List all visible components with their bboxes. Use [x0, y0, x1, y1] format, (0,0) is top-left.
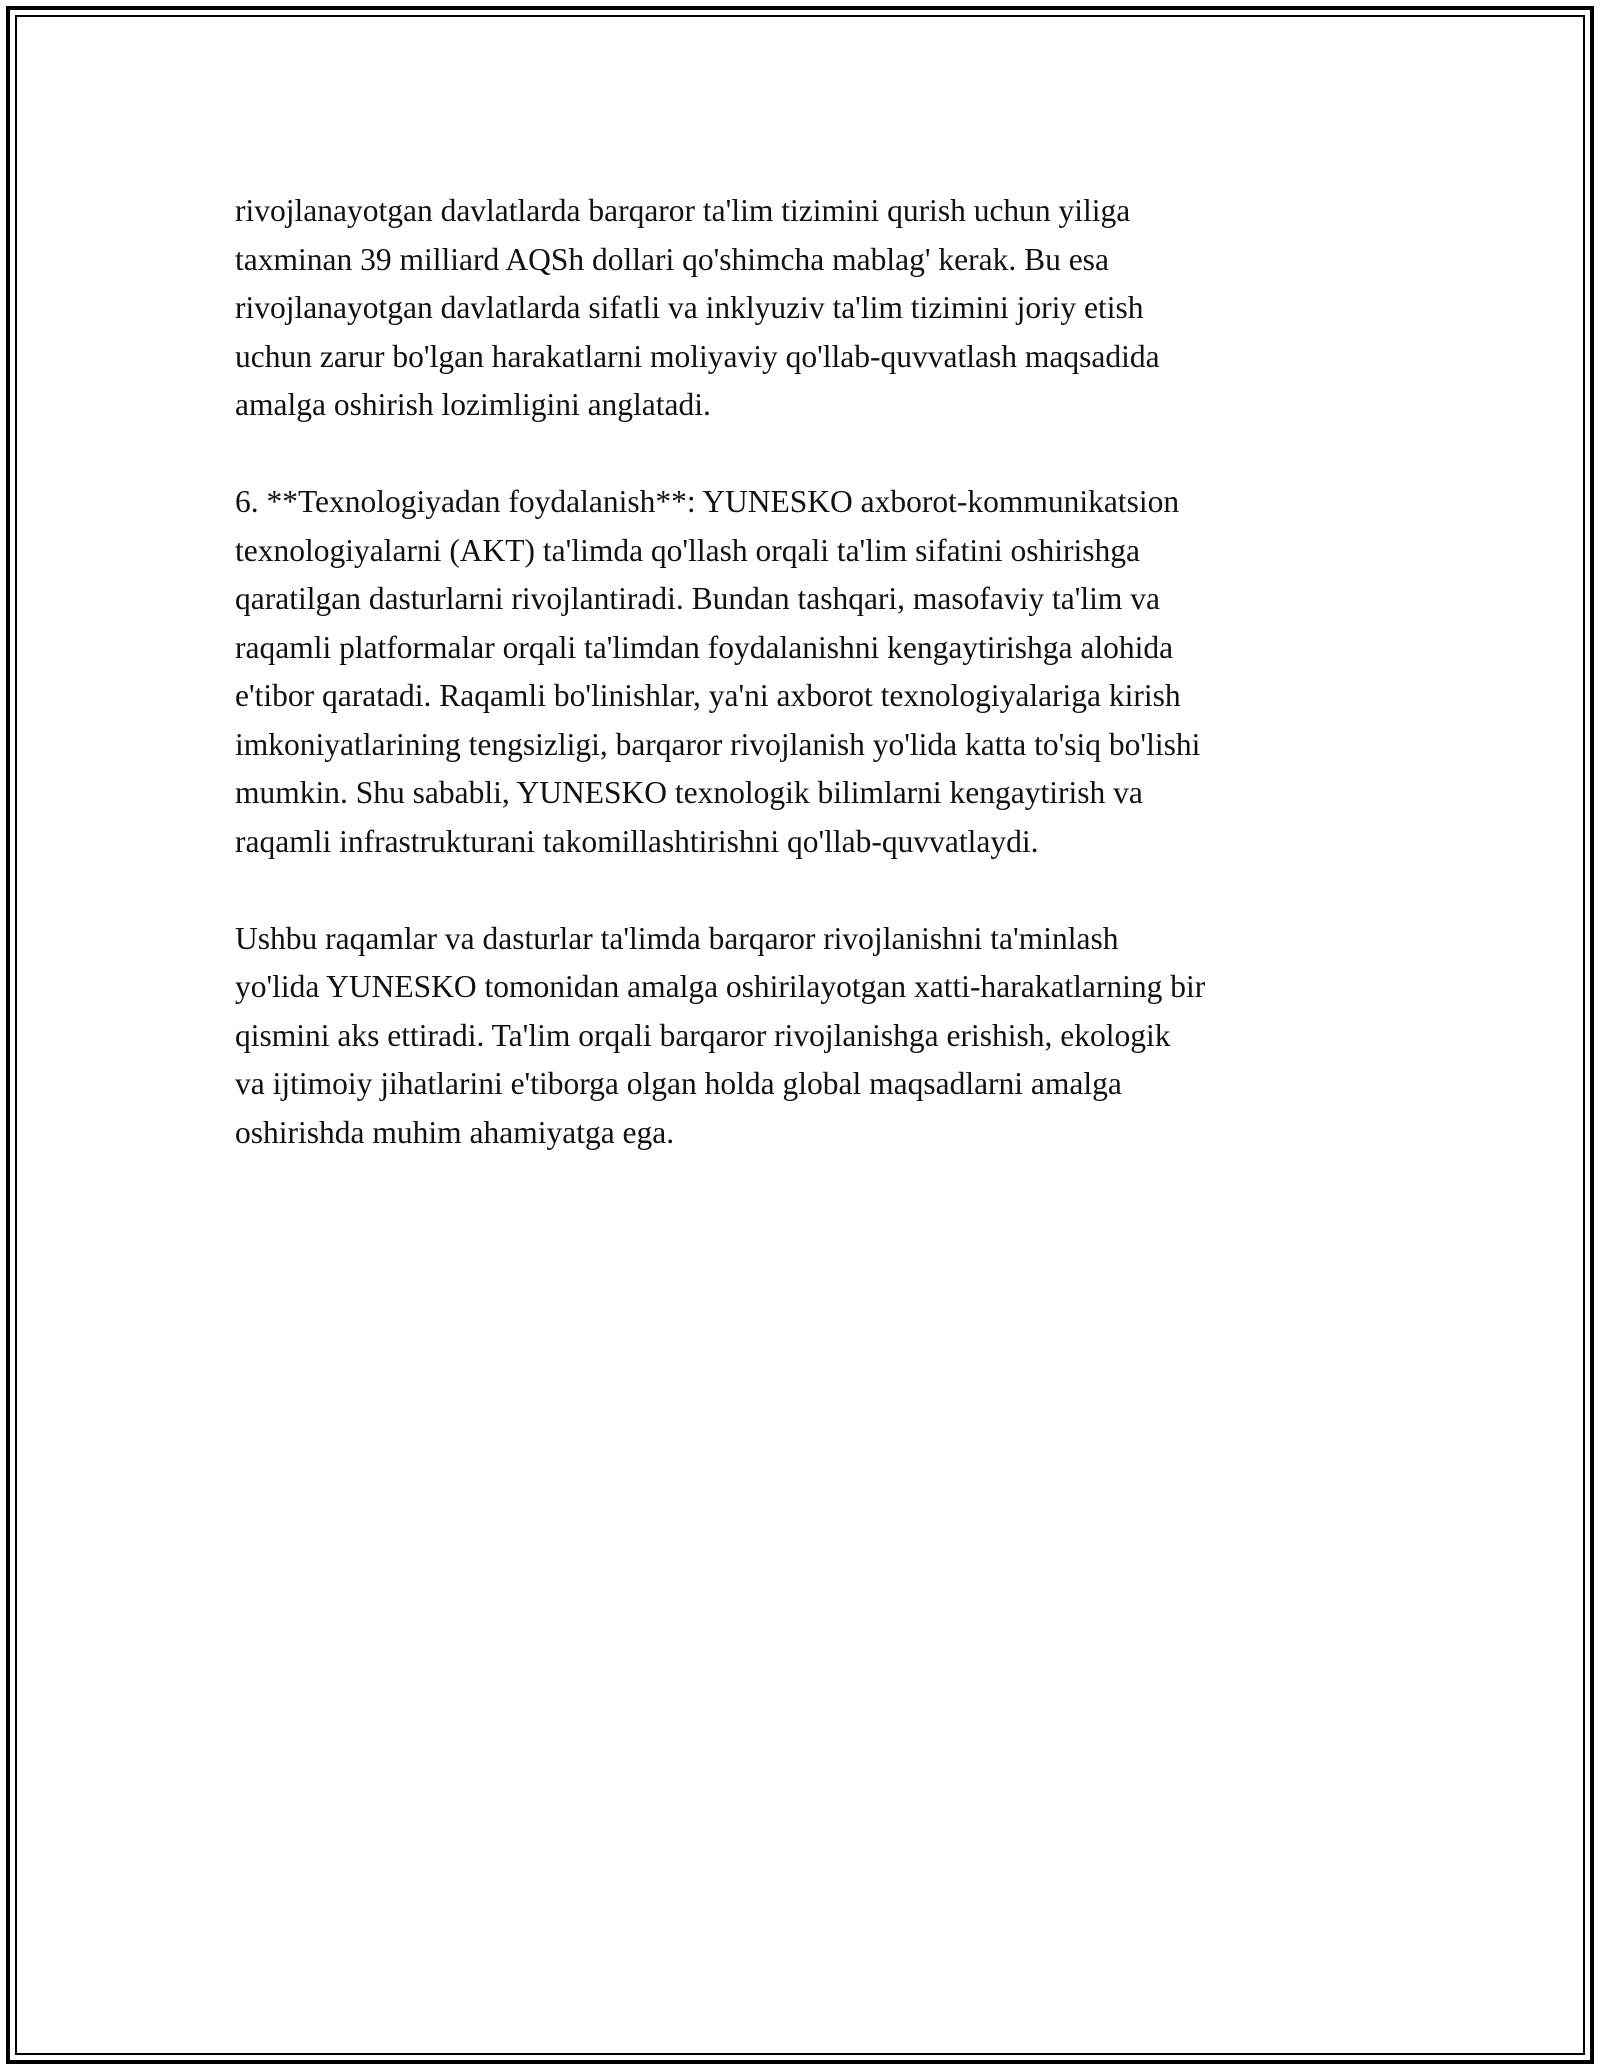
text-line: raqamli infrastrukturani takomillashtirishni qo'llab-quvvatlaydi. — [235, 823, 1039, 859]
text-line: oshirishda muhim ahamiyatga ega. — [235, 1114, 675, 1150]
paragraph-spacer — [235, 866, 1375, 915]
text-line: e'tibor qaratadi. Raqamli bo'linishlar, ya'ni axborot texnologiyalariga kirish — [235, 678, 1181, 713]
paragraph-spacer — [235, 430, 1375, 479]
text-line: amalga oshirish lozimligini anglatadi. — [235, 387, 711, 422]
text-line: taxminan 39 milliard AQSh dollari qo'shimcha mablag' kerak. Bu esa — [235, 241, 1109, 277]
text-line: rivojlanayotgan davlatlarda barqaror ta'lim tizimini qurish uchun yiliga — [235, 193, 1131, 228]
paragraph-conclusion — [235, 915, 1375, 1158]
text-line: 6. **Texnologiyadan foydalanish**: YUNESKO axborot-kommunikatsion — [235, 484, 1180, 519]
text-line: mumkin. Shu sababli, YUNESKO texnologik bilimlarni kengaytirish va — [235, 775, 1143, 810]
text-line: va ijtimoiy jihatlarini e'tiborga olgan holda global maqsadlarni amalga — [235, 1066, 1122, 1101]
paragraph-technology — [235, 478, 1375, 866]
text-line: texnologiyalarni (AKT) ta'limda qo'llash orqali ta'lim sifatini oshirishga — [235, 532, 1140, 568]
text-line: qismini aks ettiradi. Ta'lim orqali barqaror rivojlanishga erishish, ekologik — [235, 1017, 1171, 1053]
text-line: qaratilgan dasturlarni rivojlantiradi. Bundan tashqari, masofaviy ta'lim va — [235, 581, 1161, 616]
text-line: imkoniyatlarining tengsizligi, barqaror rivojlanish yo'lida katta to'siq bo'lishi — [235, 726, 1201, 762]
text-line: uchun zarur bo'lgan harakatlarni moliyaviy qo'llab-quvvatlash maqsadida — [235, 338, 1160, 374]
text-line: yo'lida YUNESKO tomonidan amalga oshirilayotgan xatti-harakatlarning bir — [235, 969, 1206, 1004]
document-body — [235, 187, 1375, 1157]
text-line: raqamli platformalar orqali ta'limdan foydalanishni kengaytirishga alohida — [235, 629, 1174, 665]
text-line: Ushbu raqamlar va dasturlar ta'limda barqaror rivojlanishni ta'minlash — [235, 920, 1119, 956]
paragraph-funding — [235, 187, 1375, 430]
text-line: rivojlanayotgan davlatlarda sifatli va inklyuziv ta'lim tizimini joriy etish — [235, 290, 1144, 325]
